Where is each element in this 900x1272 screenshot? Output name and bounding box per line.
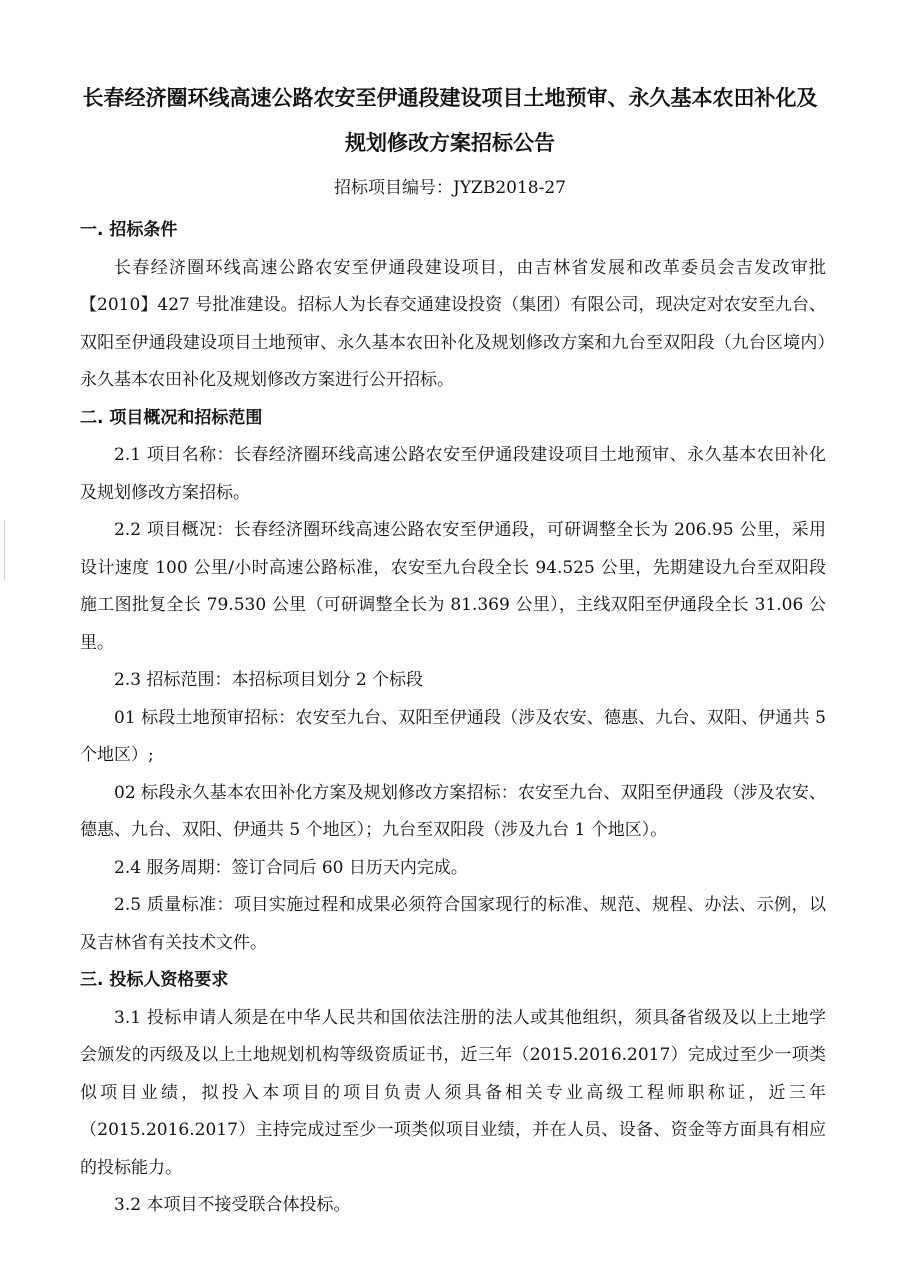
section-bidding-conditions bbox=[80, 212, 826, 400]
document-title-line-2: 规划修改方案招标公告 bbox=[345, 131, 555, 155]
section-heading: 一. 招标条件 bbox=[80, 220, 178, 240]
section-project-overview bbox=[80, 400, 826, 963]
paragraph: 2.1 项目名称：长春经济圈环线高速公路农安至伊通段建设项目土地预审、永久基本农田补化及规划修改方案招标。 bbox=[80, 445, 826, 503]
paragraph: 长春经济圈环线高速公路农安至伊通段建设项目，由吉林省发展和改革委员会吉发改审批【2010】427 号批准建设。招标人为长春交通建设投资（集团）有限公司，现决定对农安至九台、双阳至伊通段建设项目土地预审、永久基本农田补化及规划修改方案和九台至双阳段（九台区境内）永久基本农田补化及规划修改方案进行公开招标。 bbox=[80, 257, 826, 390]
section-heading: 三. 投标人资格要求 bbox=[80, 970, 229, 990]
paragraph: 2.3 招标范围：本招标项目划分 2 个标段 bbox=[114, 670, 424, 690]
document-title-line-1: 长春经济圈环线高速公路农安至伊通段建设项目土地预审、永久基本农田补化及 bbox=[82, 86, 818, 110]
project-number: 招标项目编号：JYZB2018-27 bbox=[334, 178, 566, 198]
section-heading: 二. 项目概况和招标范围 bbox=[80, 407, 263, 428]
paragraph: 2.2 项目概况：长春经济圈环线高速公路农安至伊通段，可研调整全长为 206.95 公里，采用设计速度 100 公里/小时高速公路标准，农安至九台段全长 94.525 公里，先期建设九台至双阳段施工图批复全长 79.530 公里（可研调整全长为 81.369 公里），主线双阳至伊通段全长 31.06 公里。 bbox=[80, 520, 826, 653]
paragraph: 01 标段土地预审招标：农安至九台、双阳至伊通段（涉及农安、德惠、九台、双阳、伊通共 5 个地区）; bbox=[80, 707, 826, 765]
paragraph: 2.5 质量标准：项目实施过程和成果必须符合国家现行的标准、规范、规程、办法、示例，以及吉林省有关技术文件。 bbox=[80, 895, 826, 953]
paragraph: 02 标段永久基本农田补化方案及规划修改方案招标：农安至九台、双阳至伊通段（涉及农安、德惠、九台、双阳、伊通共 5 个地区）；九台至双阳段（涉及九台 1 个地区）。 bbox=[80, 782, 826, 840]
paragraph: 3.1 投标申请人须是在中华人民共和国依法注册的法人或其他组织，须具备省级及以上土地学会颁发的丙级及以上土地规划机构等级资质证书，近三年（2015.2016.2017）完成过至少一项类似项目业绩，拟投入本项目的项目负责人须具备相关专业高级工程师职称证，近三年（2015.2016.2017）主持完成过至少一项类似项目业绩，并在人员、设备、资金等方面具有相应的投标能力。 bbox=[80, 1007, 826, 1178]
paragraph: 2.4 服务周期：签订合同后 60 日历天内完成。 bbox=[114, 857, 468, 878]
scan-margin-mark bbox=[4, 520, 5, 580]
document-body bbox=[80, 212, 826, 1225]
section-bidder-qualifications bbox=[80, 962, 826, 1225]
paragraph: 3.2 本项目不接受联合体投标。 bbox=[114, 1195, 351, 1215]
